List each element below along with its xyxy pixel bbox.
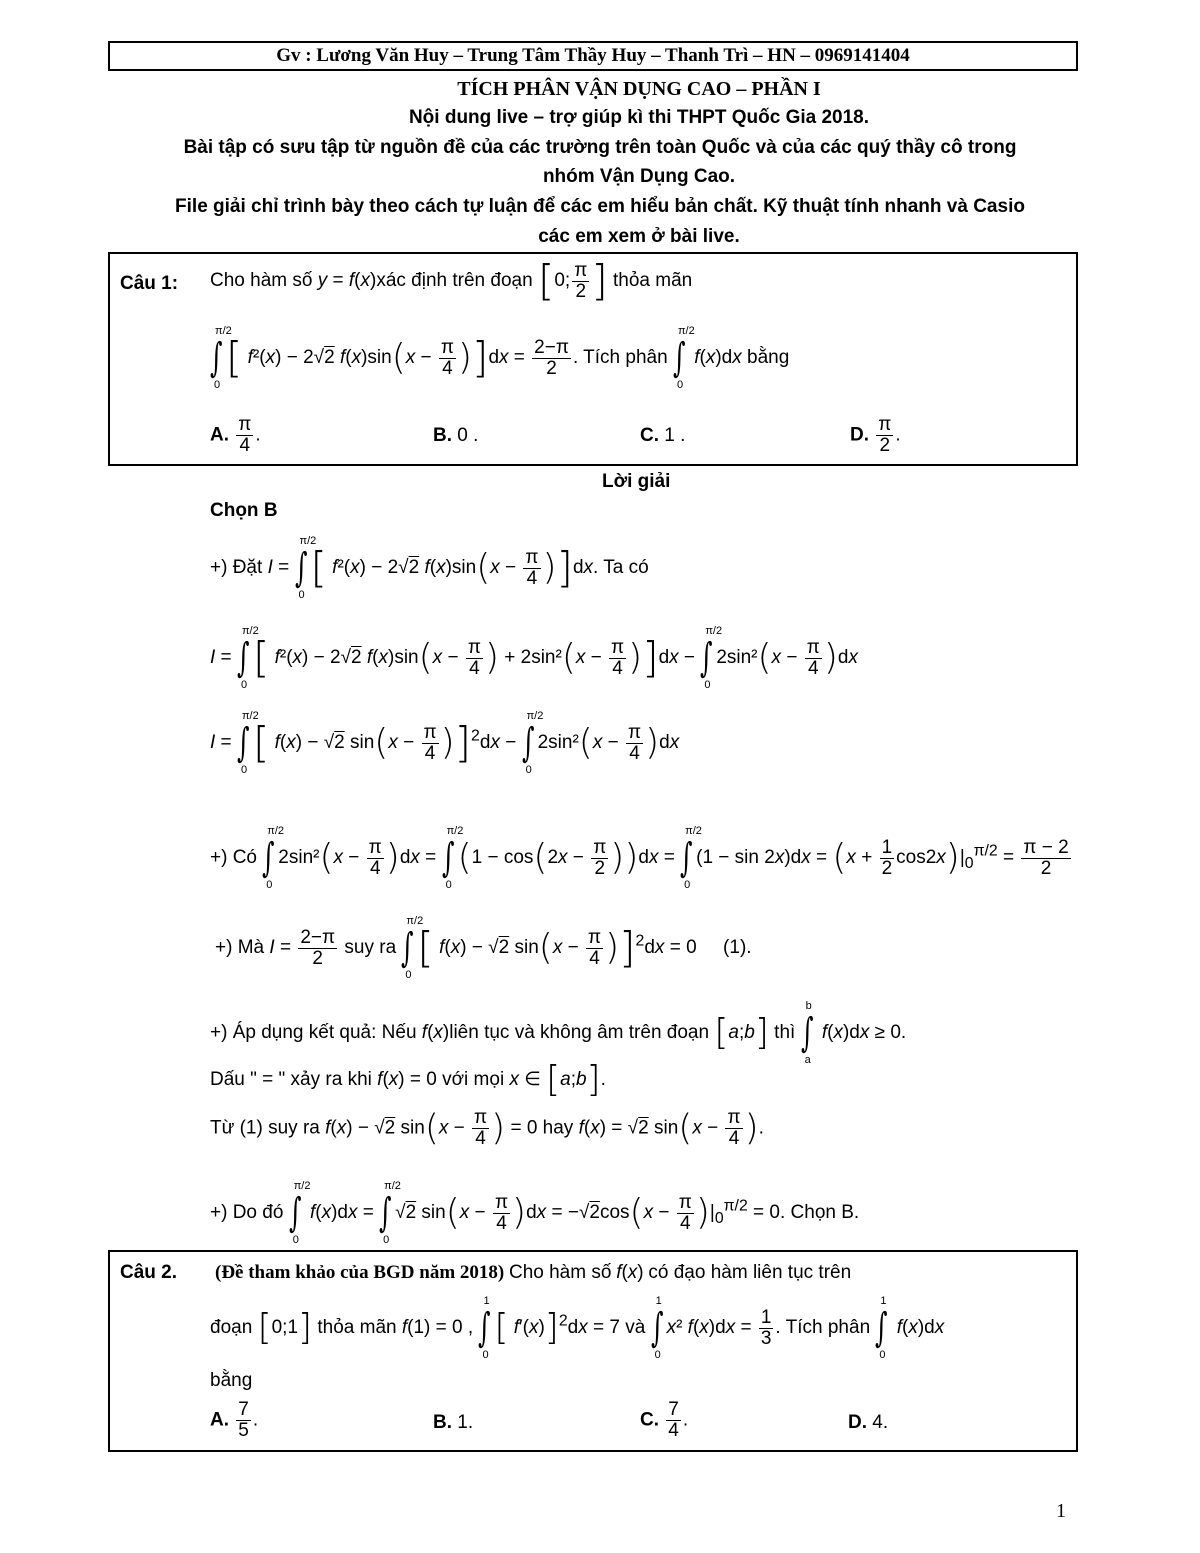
solution-step-4: +) Có π/2 ∫ 0 2sin²(x − $\frac{\pi}{4}$ )dx = π/2 ∫ 0 (1 − cos(2x − $\frac{\pi}{2}$ ))dx = π/2 ∫ 0 (1 − sin 2x)dx = (x + $\frac{1}{2}$ $\cos 2x)|_0^{\pi/2}$ = $\frac{\pi - 2}{2}$ [210,825,1069,891]
question-2-stem-line2: đoạn [0;1] thỏa mãn f(1) = 0 , 1 ∫ 0 [ f′(x)]$^2$dx = 7 và 1 ∫ 0 x² f(x)dx = $\frac{1}{3}$ . Tích phân 1 ∫ 0 f(x)dx [210,1295,945,1361]
subtitle-group: nhóm Vận Dụng Cao. [542,166,736,187]
q2-option-c[interactable]: C. $\frac{7}{4}$ . [640,1399,689,1441]
solution-step-8: Từ (1) suy ra f(x) − √2 sin(x − $\frac{\pi}{4}$ ) = 0 hay f(x) = √2 sin(x − $\frac{\pi}{4}$ ). [210,1107,764,1149]
q2-option-d[interactable]: D. 4. [848,1412,889,1433]
page-header [108,41,1078,71]
question-1-label: Câu 1: [120,273,179,294]
solution-step-3: I = π/2 ∫ 0 [ f(x) − √2 sin(x − $\frac{\pi}{4}$ )]$^2$dx − π/2 ∫ 0 2sin²(x − $\frac{\pi}{4}$ )dx [210,710,680,776]
solution-step-7: Dấu " = " xảy ra khi f(x) = 0 với mọi x ∈ [a;b]. [210,1059,606,1100]
question-1-stem-line2: π/2 ∫ 0 [ f²(x) − 2√2 f(x)sin(x − $\frac{\pi}{4}$ )]dx = $\frac{2-\pi}{2}$ . Tích phân π/2 ∫ 0 f(x)dx bằng [210,325,790,391]
question-1-stem-line1: Cho hàm số y = f(x)xác định trên đoạn [0; $\frac{\pi}{2}$ ] thỏa mãn [210,256,693,305]
option-c[interactable]: C. 1 . [640,425,686,446]
solution-step-2: I = π/2 ∫ 0 [ f²(x) − 2√2 f(x)sin(x − $\frac{\pi}{4}$ ) + 2sin²(x − $\frac{\pi}{4}$ )]dx − π/2 ∫ 0 2sin²(x − $\frac{\pi}{4}$ )dx [210,625,858,691]
subtitle-live: Nội dung live – trợ giúp kì thi THPT Quốc Gia 2018. [408,107,870,128]
subtitle-file-note: File giải chỉ trình bày theo cách tự luận để các em hiểu bản chất. Kỹ thuật tính nhanh và Casio [175,196,1025,217]
q2-option-a[interactable]: A. $\frac{7}{5}$ . [210,1399,259,1441]
document-title: TÍCH PHÂN VẬN DỤNG CAO – PHẦN I [457,78,821,100]
q2-option-b[interactable]: B. 1. [433,1412,474,1433]
option-a[interactable]: A. $\frac{\pi}{4}$ . [210,414,261,456]
solution-step-6: +) Áp dụng kết quả: Nếu f(x)liên tục và không âm trên đoạn [a;b] thì b ∫ a f(x)dx ≥ 0. [210,1000,907,1066]
solution-step-1: +) Đặt I = π/2 ∫ 0 [ f²(x) − 2√2 f(x)sin(x − $\frac{\pi}{4}$ )]dx. Ta có [210,535,649,601]
question-2-stem-line3: bằng [210,1370,253,1391]
solution-choice: Chọn B [210,500,278,521]
solution-step-5: +) Mà I = $\frac{2-\pi}{2}$ suy ra π/2 ∫ 0 [ f(x) − √2 sin(x − $\frac{\pi}{4}$ )]$^2$dx = 0 (1). [215,915,752,981]
option-d[interactable]: D. $\frac{\pi}{2}$ . [850,414,901,456]
subtitle-live-note: các em xem ở bài live. [538,226,740,247]
header-text: Gv : Lương Văn Huy – Trung Tâm Thầy Huy – Thanh Trì – HN – 0969141404 [276,45,910,66]
option-b[interactable]: B. 0 . [433,425,479,446]
solution-step-9: +) Do đó π/2 ∫ 0 f(x)dx = π/2 ∫ 0 √2 sin(x − $\frac{\pi}{4}$ )dx = −√2cos(x − $\frac{\pi}{4}$ )$|_0^{\pi/2} = 0$. Chọn B. [210,1180,860,1246]
solution-heading: Lời giải [602,471,671,492]
question-2-stem-line1: (Đề tham khảo của BGD năm 2018) Cho hàm số f(x) có đạo hàm liên tục trên [215,1262,852,1283]
subtitle-source: Bài tập có sưu tập từ nguồn đề của các trường trên toàn Quốc và của các quý thầy cô trong [183,137,1017,158]
question-2-label: Câu 2. [120,1262,178,1283]
page-number: 1 [1056,1500,1066,1522]
